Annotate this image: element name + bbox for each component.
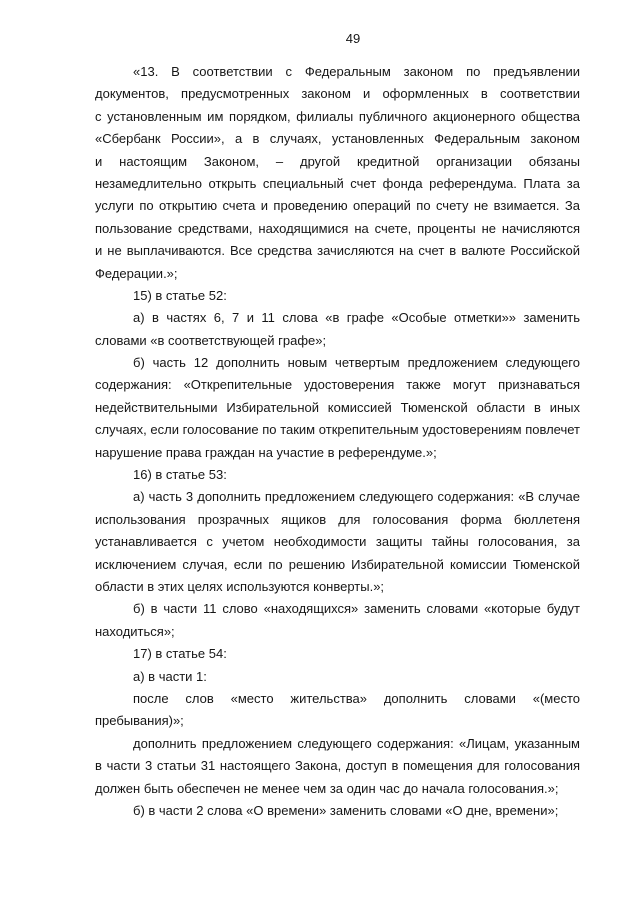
paragraph-line: б) в части 11 слово «находящихся» заменить словами «которые будут xyxy=(133,601,580,617)
paragraph-line: должен быть обеспечен не менее чем за один час до начала голосования.»; xyxy=(95,780,559,796)
paragraph-line: дополнить предложением следующего содержания: «Лицам, указанным xyxy=(133,735,580,751)
item-16-subitem-b xyxy=(95,598,580,643)
document-body xyxy=(95,61,580,822)
paragraph-line: пребывания)»; xyxy=(95,713,184,729)
paragraph-line: использования прозрачных ящиков для голосования форма бюллетеня xyxy=(95,511,580,527)
paragraph-line: области в этих целях используются конверты.»; xyxy=(95,578,385,594)
paragraph-line: пользование средствами, находящимися на счете, проценты не начисляются xyxy=(95,220,580,236)
paragraph-line: 16) в статье 53: xyxy=(133,467,227,483)
paragraph-line: а) в частях 6, 7 и 11 слова «в графе «Особые отметки»» заменить xyxy=(133,310,580,326)
paragraph-line: находиться»; xyxy=(95,623,175,639)
paragraph-line: после слов «место жительства» дополнить словами «(место xyxy=(133,690,580,706)
item-17-heading xyxy=(95,643,580,665)
paragraph-line: и настоящим Законом, – другой кредитной организации обязаны xyxy=(95,153,580,169)
paragraph-line: документов, предусмотренных законом и оформленных в соответствии xyxy=(95,86,580,102)
item-16-subitem-a xyxy=(95,486,580,598)
paragraph-line: а) в части 1: xyxy=(133,668,207,684)
item-16-heading xyxy=(95,464,580,486)
paragraph-line: с установленным им порядком, филиалы публичного акционерного общества xyxy=(95,108,580,124)
paragraph-line: б) в части 2 слова «О времени» заменить словами «О дне, времени»; xyxy=(133,802,559,818)
page-number: 49 xyxy=(345,31,361,46)
item-17-subitem-a-amendment-1 xyxy=(95,688,580,733)
paragraph-line: «Сбербанк России», а в случаях, установленных Федеральным законом xyxy=(95,131,580,147)
paragraph-line: 17) в статье 54: xyxy=(133,646,227,662)
paragraph-line: нарушение права граждан на участие в референдуме.»; xyxy=(95,444,437,460)
paragraph-line: 15) в статье 52: xyxy=(133,287,227,303)
quoted-clause-13 xyxy=(95,61,580,285)
item-15-heading xyxy=(95,285,580,307)
paragraph-line: содержания: «Открепительные удостоверения также могут признаваться xyxy=(95,377,580,393)
paragraph-line: недействительными Избирательной комиссией Тюменской области в иных xyxy=(95,399,580,415)
paragraph-line: случаях, если голосование по таким открепительным удостоверениям повлечет xyxy=(95,422,580,438)
paragraph-line: а) часть 3 дополнить предложением следующего содержания: «В случае xyxy=(133,489,580,505)
paragraph-line: незамедлительно открыть специальный счет фонда референдума. Плата за xyxy=(95,175,580,191)
paragraph-line: услуги по открытию счета и проведению операций по счету не взимается. За xyxy=(95,198,580,214)
paragraph-line: и не выплачиваются. Все средства зачисляются на счет в валюте Российской xyxy=(95,243,580,259)
paragraph-line: в части 3 статьи 31 настоящего Закона, доступ в помещения для голосования xyxy=(95,758,580,774)
paragraph-line: исключением случая, если по решению Избирательной комиссии Тюменской xyxy=(95,556,580,572)
item-15-subitem-a xyxy=(95,307,580,352)
item-15-subitem-b xyxy=(95,352,580,464)
item-17-subitem-a-heading xyxy=(95,666,580,688)
paragraph-line: Федерации.»; xyxy=(95,265,178,281)
paragraph-line: словами «в соответствующей графе»; xyxy=(95,332,327,348)
paragraph-line: устанавливается с учетом необходимости защиты тайны голосования, за xyxy=(95,534,580,550)
paragraph-line: б) часть 12 дополнить новым четвертым предложением следующего xyxy=(133,355,580,371)
item-17-subitem-b xyxy=(95,800,580,822)
paragraph-line: «13. В соответствии с Федеральным законом по предъявлении xyxy=(133,64,580,79)
item-17-subitem-a-amendment-2 xyxy=(95,733,580,800)
